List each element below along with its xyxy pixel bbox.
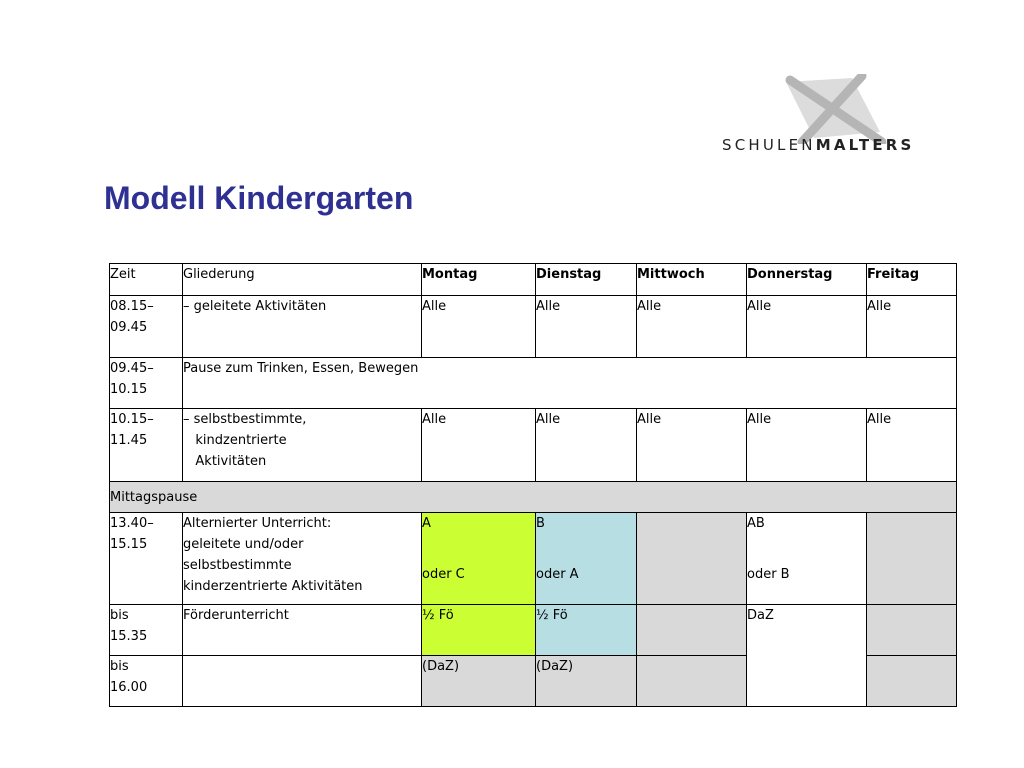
schulen-malters-logo <box>720 74 930 158</box>
table-row <box>110 513 957 605</box>
header-dienstag: Dienstag <box>536 264 637 296</box>
description-cell: Alternierter Unterricht: geleitete und/oder selbstbestimmte kinderzentrierte Aktivitäten <box>183 513 422 605</box>
time-cell: 13.40– 15.15 <box>110 513 183 605</box>
cell-donnerstag: AB oder B <box>747 513 867 605</box>
header-freitag: Freitag <box>867 264 957 296</box>
cell-freitag: Alle <box>867 296 957 358</box>
cell-mittwoch: Alle <box>637 296 747 358</box>
cell-donnerstag: DaZ <box>747 605 867 707</box>
time-cell: bis 16.00 <box>110 656 183 707</box>
header-mittwoch: Mittwoch <box>637 264 747 296</box>
header-donnerstag: Donnerstag <box>747 264 867 296</box>
cell-freitag-empty <box>867 605 957 656</box>
logo-text: SCHULENMALTERS <box>722 136 915 154</box>
cell-freitag: Alle <box>867 409 957 482</box>
cell-dienstag: (DaZ) <box>536 656 637 707</box>
cell-montag: Alle <box>422 296 536 358</box>
cell-dienstag: ½ Fö <box>536 605 637 656</box>
table-row <box>110 409 957 482</box>
header-gliederung: Gliederung <box>183 264 422 296</box>
cell-montag: (DaZ) <box>422 656 536 707</box>
table-row <box>110 296 957 358</box>
cell-mittwoch: Alle <box>637 409 747 482</box>
cell-mittwoch-empty <box>637 605 747 656</box>
cell-freitag-empty <box>867 656 957 707</box>
mittagspause-cell: Mittagspause <box>110 482 957 513</box>
schedule-table <box>109 263 957 707</box>
description-cell: Förderunterricht <box>183 605 422 656</box>
time-cell: bis 15.35 <box>110 605 183 656</box>
table-row <box>110 358 957 409</box>
header-montag: Montag <box>422 264 536 296</box>
header-zeit: Zeit <box>110 264 183 296</box>
cell-montag: A oder C <box>422 513 536 605</box>
description-cell: – geleitete Aktivitäten <box>183 296 422 358</box>
cell-mittwoch-empty <box>637 513 747 605</box>
page-title: Modell Kindergarten <box>104 180 414 216</box>
crossed-rhombus-logo-icon <box>780 74 890 144</box>
pause-cell: Pause zum Trinken, Essen, Bewegen <box>183 358 957 409</box>
time-cell: 08.15– 09.45 <box>110 296 183 358</box>
time-cell: 09.45– 10.15 <box>110 358 183 409</box>
cell-montag: Alle <box>422 409 536 482</box>
cell-donnerstag: Alle <box>747 409 867 482</box>
table-header-row <box>110 264 957 296</box>
cell-dienstag: Alle <box>536 409 637 482</box>
cell-dienstag: B oder A <box>536 513 637 605</box>
cell-freitag-empty <box>867 513 957 605</box>
table-row <box>110 605 957 656</box>
time-cell: 10.15– 11.45 <box>110 409 183 482</box>
cell-montag: ½ Fö <box>422 605 536 656</box>
description-cell: – selbstbestimmte, kindzentrierte Aktivitäten <box>183 409 422 482</box>
cell-donnerstag: Alle <box>747 296 867 358</box>
cell-dienstag: Alle <box>536 296 637 358</box>
description-cell-empty <box>183 656 422 707</box>
cell-mittwoch-empty <box>637 656 747 707</box>
table-row <box>110 482 957 513</box>
